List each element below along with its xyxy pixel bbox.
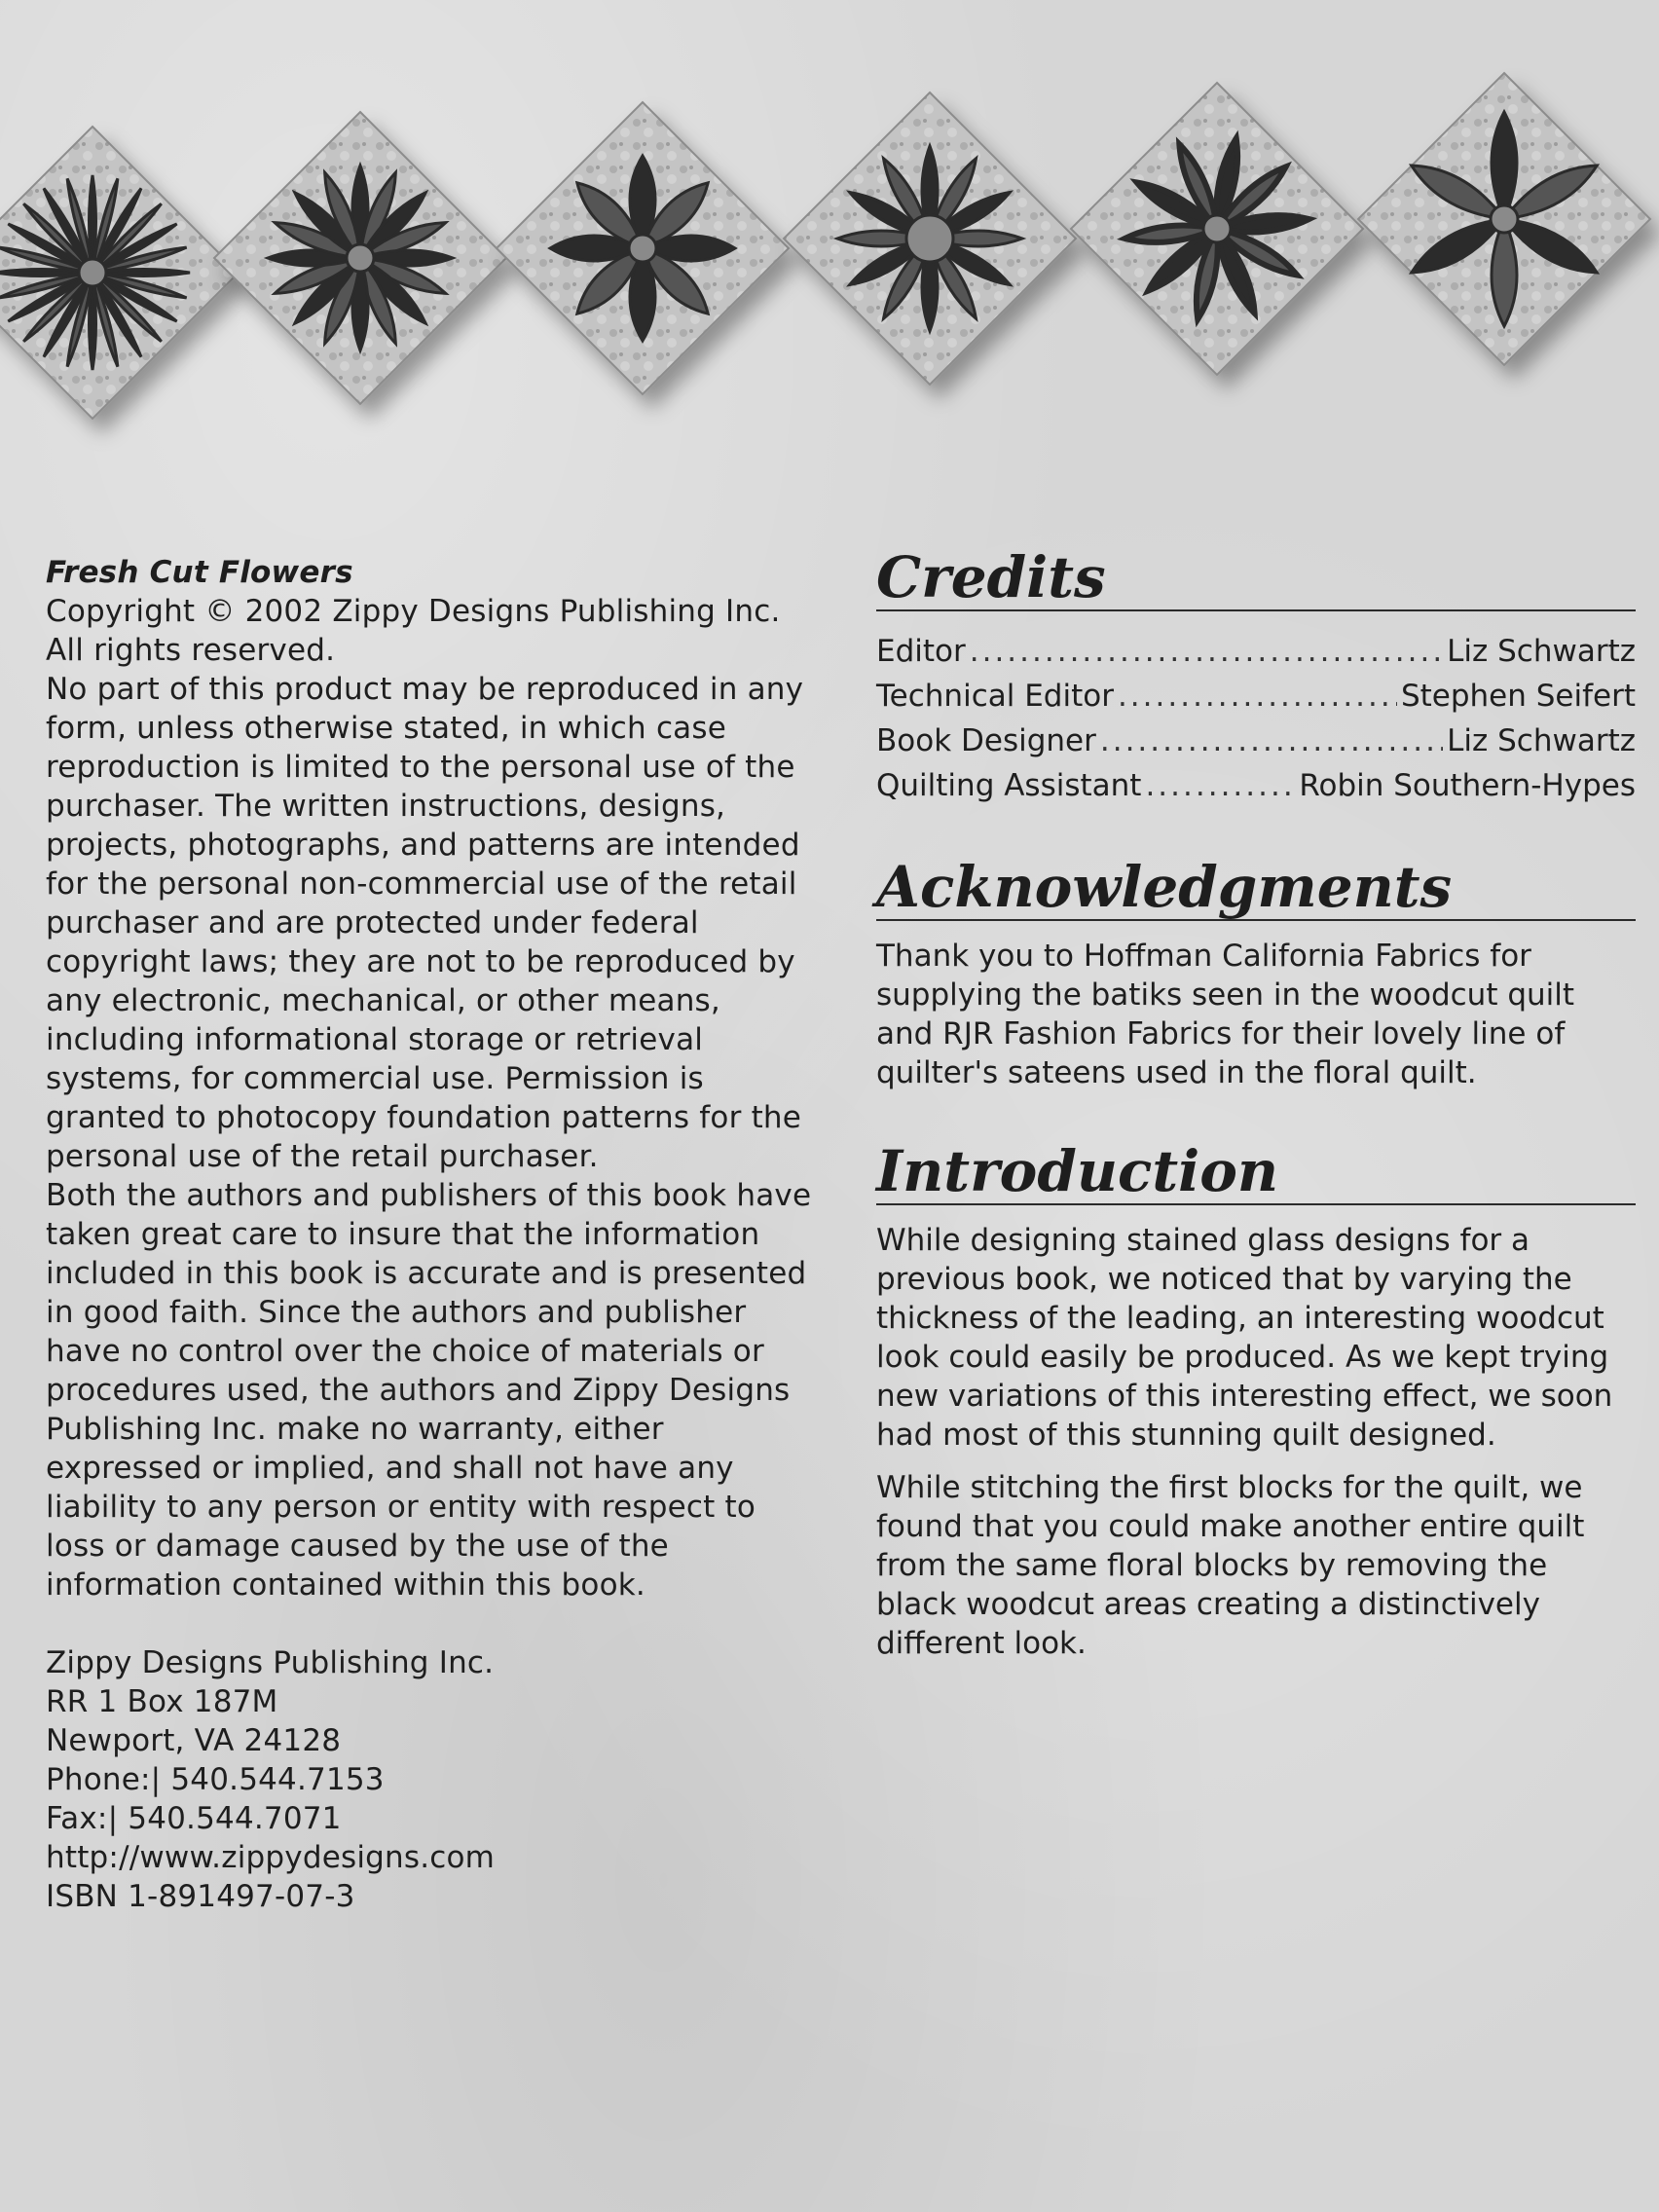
credit-name: Stephen Seifert: [1400, 679, 1636, 714]
acknowledgments-heading: Acknowledgments: [876, 855, 1636, 921]
spoked-flower-block-icon: [214, 112, 506, 404]
info-column: [876, 545, 1636, 1663]
starburst-flower-block-icon: [0, 127, 239, 419]
credit-row: [876, 763, 1636, 808]
sunflower-block-icon: [784, 92, 1076, 385]
leader-dots: [970, 629, 1443, 674]
address-company: Zippy Designs Publishing Inc.: [46, 1645, 495, 1680]
credit-role: Book Designer: [876, 723, 1096, 758]
copyright-line: Copyright © 2002 Zippy Designs Publishing Inc.: [46, 594, 781, 629]
leader-dots: [1100, 719, 1443, 763]
legal-notice: No part of this product may be reproduced in any form, unless otherwise stated, in which case reproduction is limited to the personal use of the purchaser. The written instructions, designs, projects, photographs, and patterns are intended for the personal non-commercial use of the retail purchaser and are protected under federal copyright laws; they are not to be reproduced by any electronic, mechanical, or other means, including informational storage or retrieval systems, for commercial use. Permission is granted to photocopy foundation patterns for the personal use of the retail purchaser.: [46, 672, 804, 1174]
pinwheel-flower-block-icon: [1071, 83, 1363, 375]
quilt-block-strip: [0, 0, 1659, 467]
address-phone: Phone:| 540.544.7153: [46, 1762, 385, 1797]
address-web: http://www.zippydesigns.com: [46, 1840, 496, 1875]
introduction-heading: Introduction: [876, 1139, 1636, 1205]
credit-name: Liz Schwartz: [1447, 723, 1636, 758]
credit-role: Technical Editor: [876, 679, 1114, 714]
introduction-paragraph-1: While designing stained glass designs for a previous book, we noticed that by varying the thickness of the leading, an interesting woodcut look could easily be produced. As we kept trying new variations of this interesting effect, we soon had most of this stunning quilt designed.: [876, 1223, 1613, 1453]
publisher-address: [46, 1643, 815, 1916]
address-isbn: ISBN 1-891497-07-3: [46, 1879, 355, 1914]
eight-petal-flower-block-icon: [497, 102, 789, 394]
credit-row: [876, 719, 1636, 763]
credits-list: [876, 629, 1636, 808]
leader-dots: [1118, 674, 1397, 719]
credit-row: [876, 674, 1636, 719]
address-city: Newport, VA 24128: [46, 1723, 342, 1758]
copyright-column: [46, 553, 815, 1916]
acknowledgments-text: Thank you to Hoffman California Fabrics for supplying the batiks seen in the woodcut quilt and RJR Fashion Fabrics for their lovely line of quilter's sateens used in the floral quilt.: [876, 939, 1575, 1090]
leader-dots: [1145, 763, 1295, 808]
address-street: RR 1 Box 187M: [46, 1684, 278, 1719]
credit-role: Quilting Assistant: [876, 768, 1142, 803]
introduction-paragraph-2: While stitching the first blocks for the quilt, we found that you could make another entire quilt from the same floral blocks by removing the black woodcut areas creating a distinctively different look.: [876, 1470, 1585, 1661]
disclaimer: Both the authors and publishers of this book have taken great care to insure that the information included in this book is accurate and is presented in good faith. Since the authors and publisher have no control over the choice of materials or procedures used, the authors and Zippy Designs Publishing Inc. make no warranty, either expressed or implied, and shall not have any liability to any person or entity with respect to loss or damage caused by the use of the information contained within this book.: [46, 1178, 812, 1603]
credit-name: Robin Southern-Hypes: [1299, 768, 1636, 803]
credits-heading: Credits: [876, 545, 1636, 611]
credit-row: [876, 629, 1636, 674]
credit-name: Liz Schwartz: [1447, 634, 1636, 669]
address-fax: Fax:| 540.544.7071: [46, 1801, 342, 1836]
rights-line: All rights reserved.: [46, 633, 336, 668]
star-flower-block-icon: [1358, 73, 1650, 365]
book-title: Fresh Cut Flowers: [46, 555, 353, 590]
credit-role: Editor: [876, 634, 966, 669]
